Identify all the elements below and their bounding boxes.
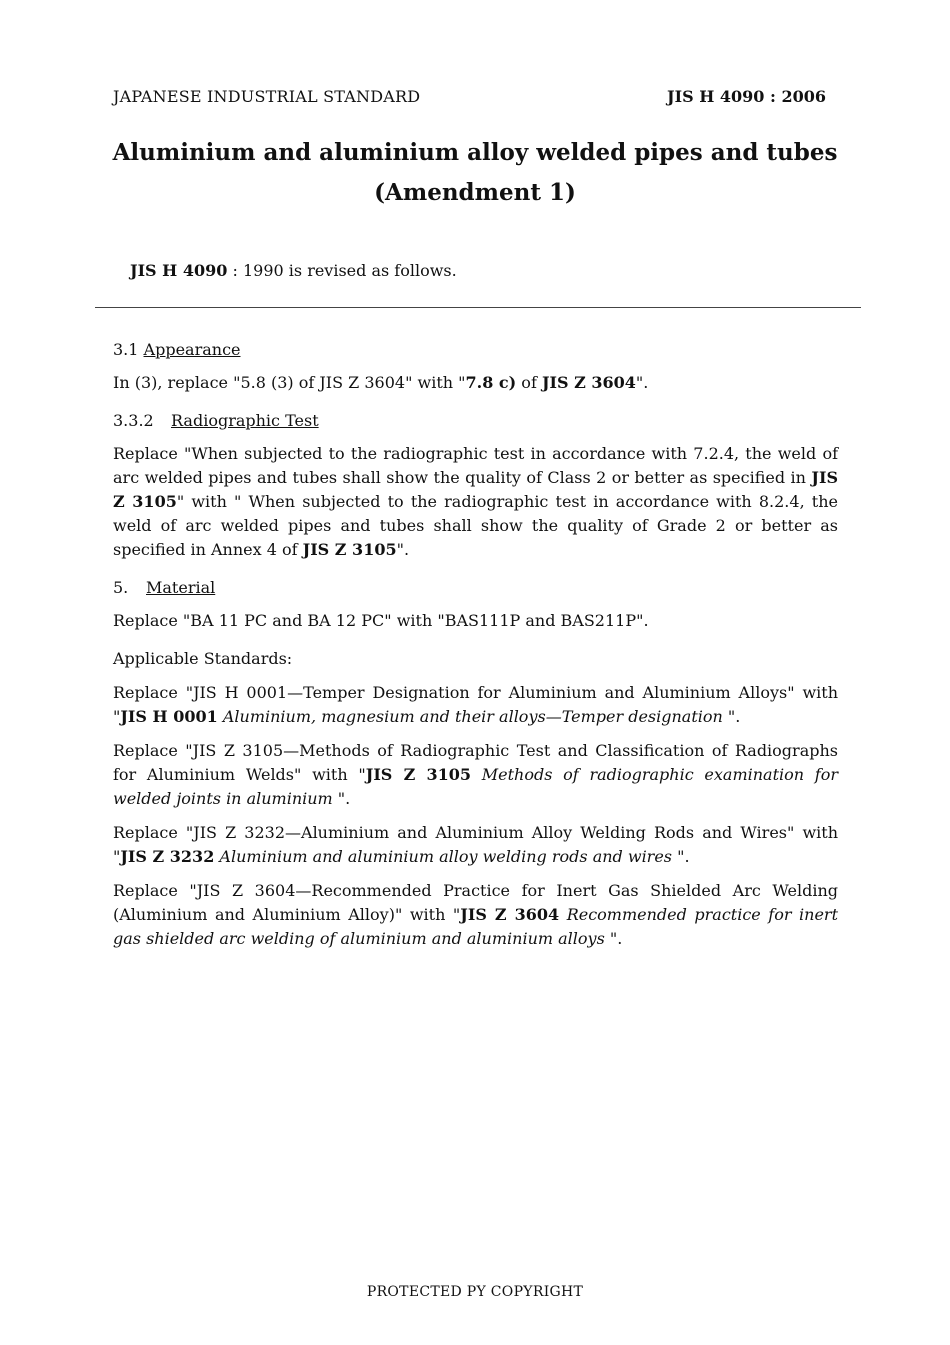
text-run: ". <box>722 707 741 726</box>
standard-title: Aluminium and aluminium alloy welding rods and wires <box>214 847 673 866</box>
section-title: Radiographic Test <box>171 411 319 430</box>
section-5-text: Replace "BA 11 PC and BA 12 PC" with "BAS111P and BAS211P". <box>113 611 649 630</box>
bold-run: JIS Z 3604 <box>541 373 636 392</box>
text-run: ". <box>396 540 410 559</box>
bold-run: JIS Z 3105 <box>113 468 838 511</box>
standard-number: JIS Z 3105 <box>365 765 472 784</box>
applicable-item <box>113 739 838 811</box>
document-body <box>113 338 838 961</box>
section-3-3-2-text <box>113 442 838 562</box>
section-number: 3.3.2 <box>113 411 154 430</box>
standard-title: Methods of radiographic examination for welded joints in aluminium <box>113 765 838 808</box>
text-run: In (3), replace "5.8 (3) of JIS Z 3604" with " <box>113 373 466 392</box>
standard-number: JIS Z 3232 <box>120 847 215 866</box>
intro-text: : 1990 is revised as follows. <box>227 261 457 280</box>
applicable-item <box>113 879 838 951</box>
applicable-standards-heading: Applicable Standards: <box>113 649 293 668</box>
section-number: 3.1 <box>113 340 144 359</box>
section-number: 5. <box>113 578 129 597</box>
standard-number: JIS H 0001 <box>120 707 218 726</box>
intro-standard: JIS H 4090 <box>130 261 228 280</box>
copyright-footer: PROTECTED PY COPYRIGHT <box>366 1284 584 1300</box>
title-line-2: (Amendment 1) <box>374 179 576 206</box>
section-5-heading <box>113 576 838 600</box>
section-title: Appearance <box>143 340 241 359</box>
section-3-3-2-heading <box>113 409 838 433</box>
section-3-1-heading <box>113 338 838 362</box>
text-run: ". <box>332 789 351 808</box>
title-line-1: Aluminium and aluminium alloy welded pipes and tubes <box>112 139 838 166</box>
text-run: ". <box>672 847 690 866</box>
document-title <box>0 133 950 213</box>
text-run: Replace "JIS Z 3105—Methods of Radiographic Test and Classification of Radiographs for Aluminium Welds" with " <box>113 741 838 784</box>
standard-title: Aluminium, magnesium and their alloys—Temper designation <box>217 707 723 726</box>
text-run: ". <box>635 373 649 392</box>
applicable-item <box>113 821 838 869</box>
text-run: of <box>516 373 542 392</box>
section-3-1-text <box>113 371 838 395</box>
bold-run: 7.8 c) <box>465 373 517 392</box>
text-run: " with " When subjected to the radiographic test in accordance with 8.2.4, the weld of arc welded pipes and tubes shall show the quality of Grade 2 or better as specified in Annex 4 of <box>113 492 839 559</box>
text-run: ". <box>604 929 623 948</box>
header-standard-label: JAPANESE INDUSTRIAL STANDARD <box>113 87 421 106</box>
standard-number: JIS Z 3604 <box>460 905 560 924</box>
standard-title: Recommended practice for inert gas shielded arc welding of aluminium and aluminium alloys <box>113 905 839 948</box>
text-run: Replace "JIS Z 3232—Aluminium and Aluminium Alloy Welding Rods and Wires" with " <box>113 823 838 866</box>
intro-line <box>130 261 457 280</box>
text-run: Replace "JIS H 0001—Temper Designation for Aluminium and Aluminium Alloys" with " <box>113 683 838 726</box>
header-standard-number: JIS H 4090 : 2006 <box>667 87 826 106</box>
text-run: Replace "When subjected to the radiographic test in accordance with 7.2.4, the weld of arc welded pipes and tubes shall show the quality of Class 2 or better as specified in <box>113 444 838 487</box>
bold-run: JIS Z 3105 <box>302 540 397 559</box>
applicable-item <box>113 681 838 729</box>
text-run: Replace "JIS Z 3604—Recommended Practice for Inert Gas Shielded Arc Welding (Aluminium and Aluminium Alloy)" with " <box>113 881 838 924</box>
section-title: Material <box>146 578 216 597</box>
divider <box>95 307 861 308</box>
